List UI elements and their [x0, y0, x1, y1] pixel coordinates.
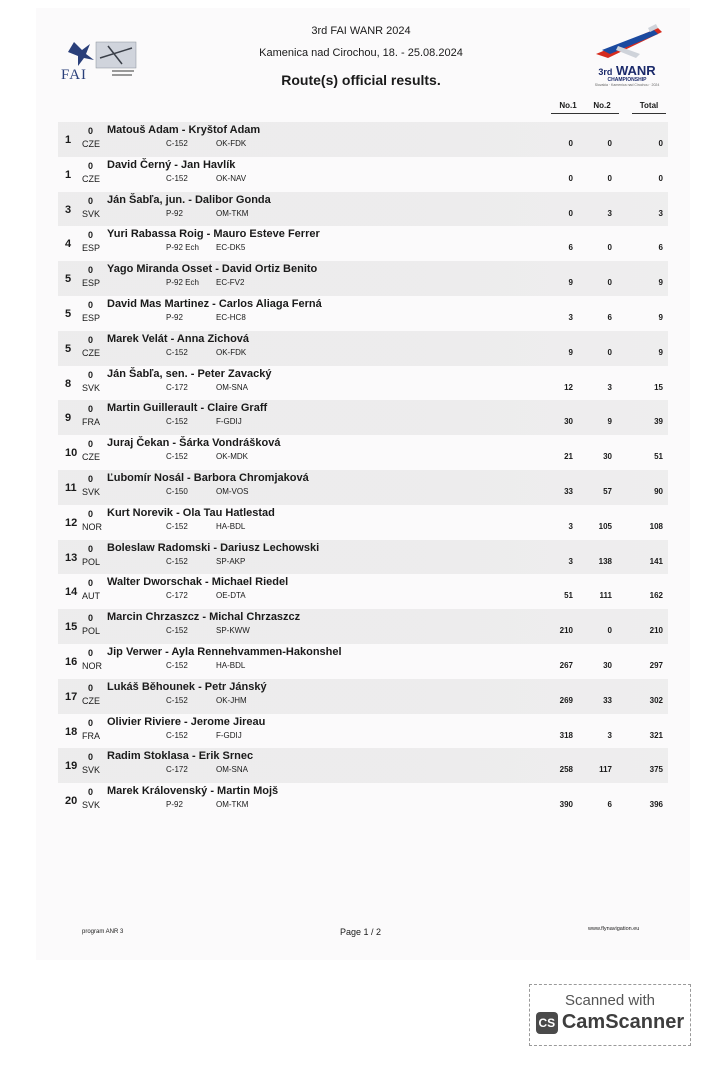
camscanner-icon: CS — [536, 1012, 558, 1034]
table-row — [58, 470, 668, 505]
route-no1-score: 318 — [559, 730, 573, 740]
total-score: 3 — [658, 208, 663, 218]
crew-names: David Černý - Jan Havlík — [107, 158, 236, 171]
crew-names: Matouš Adam - Kryštof Adam — [107, 124, 261, 136]
rank: 18 — [65, 725, 78, 738]
crew-names: Yuri Rabassa Roig - Mauro Esteve Ferrer — [107, 228, 320, 241]
total-score: 51 — [654, 452, 663, 462]
aircraft-type: P-92 — [166, 208, 183, 218]
country-code: CZE — [82, 695, 100, 706]
rank: 20 — [65, 795, 78, 808]
route-no1-score: 12 — [564, 382, 573, 392]
aircraft-type: C-150 — [166, 486, 188, 496]
camscanner-name: CamScanner — [561, 1011, 685, 1033]
aircraft-type: P-92 Ech — [166, 243, 199, 253]
penalty-zero: 0 — [88, 230, 94, 241]
table-row — [58, 226, 668, 261]
total-score: 141 — [649, 556, 663, 566]
table-row — [58, 261, 668, 296]
table-row — [58, 714, 668, 749]
crew-names: Ján Šabľa, jun. - Dalibor Gonda — [107, 193, 271, 206]
country-code: AUT — [82, 591, 100, 602]
country-code: ESP — [82, 243, 101, 254]
route-no1-score: 390 — [559, 800, 573, 810]
crew-names: Walter Dworschak - Michael Riedel — [107, 576, 289, 589]
rank: 5 — [65, 342, 72, 355]
column-header-no1: No.1 — [553, 101, 583, 110]
country-code: CZE — [82, 452, 100, 463]
table-row — [58, 435, 668, 470]
aircraft-type: C-152 — [166, 695, 188, 705]
total-score: 9 — [658, 278, 663, 288]
aircraft-type: C-152 — [166, 730, 188, 740]
penalty-zero: 0 — [88, 404, 94, 415]
rank: 13 — [65, 551, 78, 564]
total-score: 9 — [658, 312, 663, 322]
aircraft-type: C-172 — [166, 765, 188, 775]
penalty-zero: 0 — [88, 195, 94, 206]
aircraft-registration: OK-MDK — [216, 452, 248, 462]
route-no1-score: 269 — [559, 695, 573, 705]
aircraft-registration: OK-FDK — [216, 139, 247, 148]
total-score: 15 — [654, 382, 663, 392]
route-no1-score: 9 — [568, 278, 573, 288]
page-title: Route(s) official results. — [281, 72, 441, 88]
aircraft-registration: OK-FDK — [216, 347, 247, 357]
route-no2-score: 138 — [598, 556, 612, 566]
country-code: CZE — [82, 139, 100, 149]
crew-names: Marcin Chrzaszcz - Michal Chrzaszcz — [107, 611, 301, 624]
route-no2-score: 3 — [607, 208, 612, 218]
route-no2-score: 111 — [599, 591, 612, 601]
route-no2-score: 30 — [603, 660, 612, 670]
table-row — [58, 122, 668, 157]
fai-logo-text: FAI — [61, 67, 88, 83]
penalty-zero: 0 — [88, 752, 94, 763]
route-no1-score: 3 — [568, 556, 573, 566]
rank: 12 — [65, 516, 78, 529]
aircraft-registration: EC-HC8 — [216, 312, 246, 322]
rank: 4 — [65, 238, 72, 251]
table-row — [58, 400, 668, 435]
aircraft-type: C-152 — [166, 139, 188, 148]
footer-website: www.flynavigation.eu — [588, 926, 640, 932]
wanr-sub: CHAMPIONSHIP — [607, 77, 647, 83]
crew-names: Lukáš Běhounek - Petr Jánský — [107, 680, 267, 693]
route-no2-score: 3 — [607, 382, 612, 392]
table-row — [58, 574, 668, 609]
crew-names: Boleslaw Radomski - Dariusz Lechowski — [107, 541, 320, 554]
penalty-zero: 0 — [88, 265, 94, 276]
aircraft-type: P-92 — [166, 800, 183, 810]
footer-page-number: Page 1 / 2 — [340, 927, 382, 937]
aircraft-type: C-152 — [166, 417, 188, 427]
table-row — [58, 540, 668, 575]
route-no1-score: 258 — [559, 765, 573, 775]
penalty-zero: 0 — [88, 543, 94, 554]
table-row — [58, 748, 668, 783]
table-row — [58, 644, 668, 679]
route-no1-score: 30 — [564, 417, 573, 427]
aircraft-type: C-172 — [166, 382, 188, 392]
total-score: 210 — [649, 626, 663, 636]
camscanner-watermark — [529, 984, 691, 1046]
country-code: SVK — [82, 765, 101, 776]
rank: 17 — [65, 690, 78, 703]
aircraft-registration: EC-DK5 — [216, 243, 246, 253]
route-no2-score: 117 — [599, 765, 612, 775]
table-row — [58, 505, 668, 540]
aircraft-registration: HA-BDL — [216, 521, 246, 531]
country-code: FRA — [82, 417, 100, 428]
aircraft-registration: EC-FV2 — [216, 278, 245, 288]
aircraft-type: P-92 — [166, 312, 183, 322]
crew-names: Ľubomír Nosál - Barbora Chromjaková — [107, 471, 309, 484]
penalty-zero: 0 — [88, 647, 94, 658]
crew-names: Radim Stoklasa - Erik Srnec — [107, 750, 254, 763]
watermark-line1: Scanned with — [564, 992, 656, 1009]
total-score: 162 — [649, 591, 663, 601]
crew-names: Marek Královenský - Martin Mojš — [107, 785, 279, 798]
route-no2-score: 0 — [607, 139, 612, 148]
route-no2-score: 33 — [603, 695, 612, 705]
footer-program: program ANR 3 — [82, 929, 124, 935]
country-code: CZE — [82, 173, 100, 184]
rank: 8 — [65, 377, 72, 390]
aircraft-registration: OK-JHM — [216, 695, 247, 705]
route-no2-score: 30 — [603, 452, 612, 462]
total-score: 321 — [649, 730, 663, 740]
table-row — [58, 679, 668, 714]
table-row — [58, 609, 668, 644]
table-row — [58, 331, 668, 366]
country-code: NOR — [82, 521, 102, 532]
aircraft-registration: SP-KWW — [216, 626, 250, 636]
penalty-zero: 0 — [88, 439, 94, 450]
penalty-zero: 0 — [88, 717, 94, 728]
crew-names: Marek Velát - Anna Zichová — [107, 332, 250, 345]
route-no2-score: 57 — [603, 486, 612, 496]
country-code: NOR — [82, 660, 102, 671]
rank: 10 — [65, 447, 78, 460]
aircraft-registration: OM-SNA — [216, 765, 248, 775]
crew-names: Juraj Čekan - Šárka Vondrášková — [107, 437, 281, 450]
crew-names: Olivier Riviere - Jerome Jireau — [107, 715, 266, 728]
aircraft-registration: HA-BDL — [216, 660, 246, 670]
table-row — [58, 157, 668, 192]
penalty-zero: 0 — [88, 578, 94, 589]
aircraft-registration: SP-AKP — [216, 556, 246, 566]
country-code: SVK — [82, 486, 101, 497]
route-no2-score: 0 — [607, 278, 612, 288]
route-no1-score: 21 — [564, 452, 573, 462]
route-no2-score: 6 — [607, 800, 612, 810]
penalty-zero: 0 — [88, 160, 94, 171]
route-no1-score: 33 — [564, 486, 573, 496]
route-no1-score: 3 — [568, 521, 573, 531]
country-code: ESP — [82, 312, 101, 323]
route-no1-score: 51 — [564, 591, 573, 601]
route-no1-score: 9 — [568, 347, 573, 357]
results-table — [58, 122, 668, 818]
penalty-zero: 0 — [88, 787, 94, 798]
penalty-zero: 0 — [88, 126, 94, 136]
watermark-line2 — [530, 1011, 690, 1034]
route-no1-score: 210 — [559, 626, 573, 636]
route-no2-score: 0 — [607, 347, 612, 357]
aircraft-registration: OE-DTA — [216, 591, 246, 601]
route-no1-score: 6 — [568, 243, 573, 253]
column-header-no2: No.2 — [587, 101, 617, 110]
country-code: CZE — [82, 347, 100, 358]
country-code: POL — [82, 626, 101, 637]
penalty-zero: 0 — [88, 473, 94, 484]
wanr-tiny: Slovakia · Kamenica nad Cirochou · 2024 — [594, 83, 660, 87]
rank: 1 — [65, 168, 72, 181]
aircraft-registration: F-GDIJ — [216, 730, 242, 740]
route-no2-score: 3 — [607, 730, 612, 740]
event-subtitle: Kamenica nad Cirochou, 18. - 25.08.2024 — [259, 47, 463, 59]
wanr-ordinal: 3rd — [598, 67, 613, 77]
country-code: SVK — [82, 382, 101, 393]
penalty-zero: 0 — [88, 299, 94, 310]
aircraft-registration: OM-TKM — [216, 208, 249, 218]
table-row — [58, 192, 668, 227]
route-no1-score: 0 — [568, 173, 573, 183]
route-no1-score: 0 — [568, 139, 573, 148]
rank: 19 — [65, 760, 78, 773]
crew-names: Kurt Norevik - Ola Tau Hatlestad — [107, 506, 275, 519]
aircraft-type: C-152 — [166, 556, 188, 566]
rank: 5 — [65, 273, 72, 286]
route-no1-score: 0 — [568, 208, 573, 218]
penalty-zero: 0 — [88, 613, 94, 624]
aircraft-registration: OM-VOS — [216, 486, 249, 496]
route-no2-score: 6 — [607, 312, 612, 322]
rank: 3 — [65, 203, 72, 216]
rank: 9 — [65, 412, 72, 425]
event-title: 3rd FAI WANR 2024 — [311, 25, 411, 37]
country-code: FRA — [82, 730, 100, 741]
crew-names: Martin Guillerault - Claire Graff — [107, 402, 268, 415]
total-score: 90 — [654, 486, 663, 496]
aircraft-type: C-152 — [166, 626, 188, 636]
crew-names: Ján Šabľa, sen. - Peter Zavacký — [107, 367, 272, 380]
aircraft-registration: OK-NAV — [216, 173, 247, 183]
aircraft-registration: OM-TKM — [216, 800, 249, 810]
country-code: SVK — [82, 208, 101, 219]
route-no2-score: 0 — [607, 243, 612, 253]
aircraft-type: C-152 — [166, 452, 188, 462]
crew-names: David Mas Martinez - Carlos Aliaga Ferná — [107, 297, 322, 310]
total-score: 302 — [649, 695, 663, 705]
total-score: 39 — [654, 417, 663, 427]
penalty-zero: 0 — [88, 508, 94, 519]
route-no1-score: 3 — [568, 312, 573, 322]
table-row — [58, 783, 668, 818]
aircraft-registration: OM-SNA — [216, 382, 248, 392]
total-score: 396 — [649, 800, 663, 810]
route-no2-score: 105 — [598, 521, 612, 531]
aircraft-type: C-152 — [166, 521, 188, 531]
route-no2-score: 9 — [607, 417, 612, 427]
total-score: 0 — [658, 173, 663, 183]
wanr-name: WANR — [615, 63, 656, 78]
crew-names: Jip Verwer - Ayla Rennehvammen-Hakonshel — [107, 645, 342, 658]
penalty-zero: 0 — [88, 682, 94, 693]
aircraft-type: C-152 — [166, 660, 188, 670]
rank: 15 — [65, 621, 78, 634]
rank: 16 — [65, 655, 78, 668]
aircraft-registration: F-GDIJ — [216, 417, 242, 427]
total-score: 375 — [649, 765, 663, 775]
route-no2-score: 0 — [607, 173, 612, 183]
rank: 1 — [65, 134, 72, 146]
table-row — [58, 296, 668, 331]
total-score: 9 — [658, 347, 663, 357]
country-code: ESP — [82, 278, 101, 289]
column-header-total: Total — [634, 101, 664, 110]
aircraft-type: P-92 Ech — [166, 278, 199, 288]
table-row — [58, 366, 668, 401]
penalty-zero: 0 — [88, 334, 94, 345]
aircraft-type: C-172 — [166, 591, 188, 601]
rank: 14 — [65, 586, 78, 599]
rank: 5 — [65, 307, 72, 320]
total-score: 0 — [658, 139, 663, 148]
aircraft-type: C-152 — [166, 173, 188, 183]
route-no2-score: 0 — [607, 626, 612, 636]
country-code: SVK — [82, 800, 101, 811]
total-score: 108 — [649, 521, 663, 531]
penalty-zero: 0 — [88, 369, 94, 380]
total-score: 297 — [649, 660, 663, 670]
crew-names: Yago Miranda Osset - David Ortiz Benito — [107, 263, 318, 276]
aircraft-type: C-152 — [166, 347, 188, 357]
route-no1-score: 267 — [559, 660, 573, 670]
country-code: POL — [82, 556, 101, 567]
rank: 11 — [65, 481, 77, 494]
total-score: 6 — [658, 243, 663, 253]
